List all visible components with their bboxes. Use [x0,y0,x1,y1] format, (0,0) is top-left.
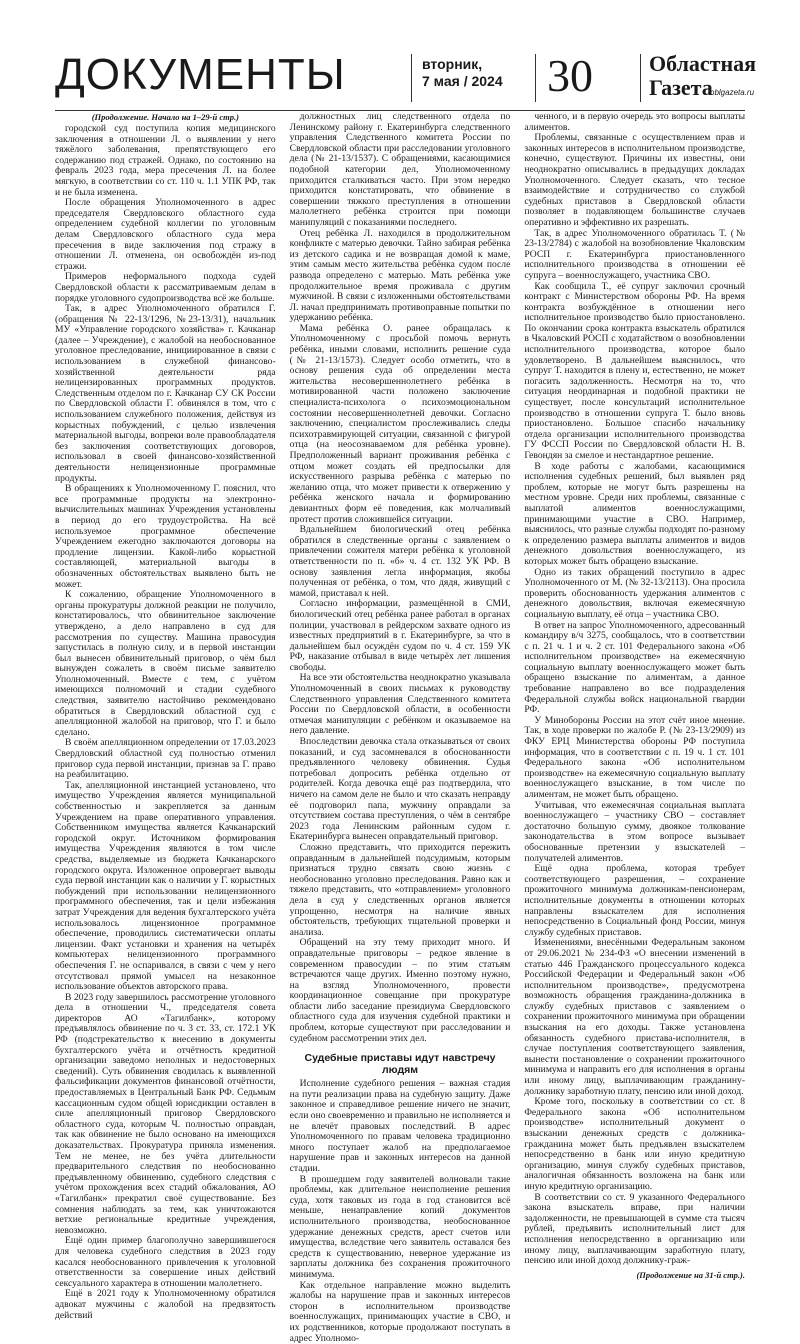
continuation-note: (Продолжение. Начало на 1–29-й стр.) [91,112,239,122]
column-2 [289,111,511,1344]
paragraph: В ходе работы с жалобами, касающимися исполнения судебных решений, был выявлен ряд проблем, которые не могут быть разрешены на местном уровне. Среди них проблемы, связанные с выплатой алиментов военнослужащими, принимающими участие в СВО. Например, выяснилось, что разные службы подходят по-разному к определению размера выплаты алиментов и видов денежного довольствия военнослужащего, из которых может быть обращено взыскание. [524,460,746,567]
paragraph: Отец ребёнка Л. находился в продолжительном конфликте с матерью девочки. Тайно забирая ребёнка из детского садика и не возвращая домой к маме, этим самым место жительства ребёнка судом после развода определено с матерью. Мать ребёнка уже продолжительное время проживала с другим мужчиной. В связи с изложенными обстоятельствами Л. начал предпринимать противоправные попытки по удержанию ребёнка. [289,227,511,324]
article-body [55,111,746,1344]
paragraph: Ещё один пример благополучно завершившегося для человека судебного следствия в 2023 году касался необоснованного привлечения к уголовной ответственности за совершение иных действий сексуального характера в отношении малолетнего. [55,1235,276,1289]
section-title: ДОКУМЕНТЫ [55,50,346,99]
header-divider [535,54,536,102]
weekday: вторник, [422,56,483,72]
paragraph: городской суд поступила копия медицинского заключения в отношении Л. о выявлении у него тяжёлого заболевания, препятствующего его содержанию под стражей. Однако, по состоянию на февраль 2023 года, мера пресечения Л. на более мягкую, в соответствии со ст. 110 ч. 1.1 УПК РФ, так и не была изменена. [55,123,276,198]
paragraph: Так, апелляционной инстанцией установлено, что имущество Учреждения является муниципальной собственностью и закрепляется за данным Учреждением на праве оперативного управления. Собственником имущества является Качканарский городской округ. Источником формирования имущества Учреждения являются в том числе средства, выделяемые из бюджета Качканарского городского округа. Изложенное опровергает выводы суда первой инстанции как о наличии у Г. корыстных побуждений при использовании нелицензионного программного обеспечения, так и цели избежания затрат Учреждения для ведения бухгалтерского учёта использовалось лицензионное программное обеспечение, проводились систематически оплаты лицензии. Факт установки и хранения на четырёх компьютерах нелицензионного программного обеспечения Г. не оспаривался, в связи с чем у него отсутствовал прямой умысел на незаконное использование объектов авторского права. [55,779,276,993]
paragraph: Изменениями, внесёнными Федеральным законом от 29.06.2021 № 234-ФЗ «О внесении изменений в статью 446 Гражданского процессуального кодекса Российской Федерации и Федеральный закон «Об исполнительном производстве», предусмотрена возможность обращения гражданина-должника в службу судебных приставов с заявлением о сохранении прожиточного минимума при обращении взыскания на его доходы. Также установлена обязанность судебного пристава-исполнителя, в случае поступления соответствующего заявления, вынести постановление о сохранении прожиточного минимума и направить его для исполнения в органы или иному лицу, выплачивающим гражданину-должнику заработную плату, пенсию или иной доход. [524,937,746,1097]
paragraph: В 2023 году завершилось рассмотрение уголовного дела в отношении Ч., председателя совета директоров АО «Тагилбанк», которому предъявлялось обвинение по ч. 3 ст. 33, ст. 172.1 УК РФ (подстрекательство к внесению в документы бухгалтерского учёта и отчётность кредитной организации заведомо неполных и недостоверных сведений). Суть обвинения сводилась к выявленной фальсификации документов финансовой отчётности, предоставляемых в Центральный Банк РФ. Седьмым кассационным судом общей юрисдикции оставлен в силе апелляционный приговор Свердловского областного суда, которым Ч. полностью оправдан, так как обвинение не было основано на имеющихся доказательствах. Прокуратура приняла изменения. Тем не менее, не без учёта длительности предварительного следствия по необоснованно предъявленному обвинению, судебного следствия с учётом прохождения всех стадий обжалования, АО «Тагилбанк» прекратил своё существование. Без сомнения наблюдать за тем, как уничтожаются ветхие региональные кредитные учреждения, невозможно. [55,991,276,1236]
paragraph: Ещё одна проблема, которая требует соответствующего разрешения, – сохранение прожиточного минимума должникам-пенсионерам, исполнительные документы в отношении которых направлены взыскателем для исполнения непосредственно в Социальный фонд России, минуя службу судебных приставов. [524,863,746,938]
paragraph: Проблемы, связанные с осуществлением прав и законных интересов в исполнительном производстве, конечно, существуют. Причины их известны, они неоднократно описывались в предыдущих докладах Уполномоченного. Следует сказать, что тесное взаимодействие и сотрудничество со службой судебных приставов в Свердловской области позволяет в подавляющем большинстве случаев оперативно и эффективно их разрешать. [524,132,746,228]
paragraph: Исполнение судебного решения – важная стадия на пути реализации права на судебную защиту. Даже законное и справедливое решение ничего не значит, если оно своевременно и правильно не исполняется и не влечёт правовых последствий. В адрес Уполномоченного по правам человека традиционно много поступает жалоб на предполагаемое нарушение прав и законных интересов на данной стадии. [289,1078,511,1174]
paragraph: К сожалению, обращение Уполномоченного в органы прокуратуры должной реакции не получило, констатировалось, что обвинительное заключение утверждено, а дело направлено в суд для рассмотрения по существу. Машина правосудия запустилась в полную силу, и в первой инстанции был вынесен обвинительный приговор, о чём был вынужден сожалеть в своём письме заявителю Уполномоченный. Вместе с тем, с учётом имеющихся полномочий и стадии судебного следствия, заявителю настойчиво рекомендовано обратиться в Свердловский областной суд с апелляционной жалобой на приговор, что Г. и было сделано. [55,589,276,738]
logo-line-2: Газета [649,75,713,100]
paragraph: В прошедшем году заявителей волновали такие проблемы, как длительное неисполнение решения суда, хотя таковых из года в год становится всё меньше, ненаправление копий документов исполнительного производства, необоснованное удержание денежных средств, арест счетов или имущества, вследствие чего заявитель оставался без средств к существованию, неверное удержание из зарплаты должника без сохранения прожиточного минимума. [289,1173,511,1280]
paragraph: Сложно представить, что приходится пережить оправданным в дальнейшей подсудимым, которым признаться трудно связать свою жизнь с необоснованно уголовно преследования. Равно как и тяжело представить, что «отправлением» уголовного дела в суд у следственных органов является упрощенно, несмотря на наличие явных обстоятельств, требующих тщательной проверки и анализа. [289,841,511,938]
paragraph: Ещё в 2021 году к Уполномоченному обратился адвокат мужчины с жалобой на предвзятость действий [55,1288,276,1321]
page-header [55,50,757,110]
paragraph: Кроме того, поскольку в соответствии со ст. 8 Федерального закона «Об исполнительном производстве» исполнительный документ о взыскании денежных средств с должника-гражданина может быть предъявлен взыскателем непосредственно в банк или иную кредитную организацию, минуя службу судебных приставов, аналогичная обязанность возложена на банк или иную кредитную организацию. [524,1096,746,1192]
logo-line-1: Областная [649,51,757,76]
paragraph: Мама ребёнка О. ранее обращалась к Уполномоченному с просьбой помочь вернуть ребёнка, иными словами, исполнить решение суда (№ 21-13/1573). Следует особо отметить, что в основу решения суда об определении места жительства несовершеннолетнего ребёнка в мотивированной части положено заключение специалиста-психолога о психоэмоциональном состоянии несовершеннолетней девочки. Согласно заключению, специалистом прослеживались следы психотравмирующей ситуации, связанной с фигурой отца (на неосознаваемом для ребёнка уровне). Предположенный вариант проживания ребёнка с отцом может создать ей предпосылки для искусственного разрыва ребёнка с матерью по желанию отца, что может привести к отвержению у ребёнка женского начала и формированию девиантных форм её поведения, как молчаливый протест против сложившейся ситуации. [289,322,511,525]
paragraph: У Минобороны России на этот счёт иное мнение. Так, в ходе проверки по жалобе Р. (№ 23-13/2909) из ФКУ ЕРЦ Министерства обороны РФ поступила информация, что в соответствии с п. 19 ч. 1 ст. 101 Федерального закона «Об исполнительном производстве» на ежемесячную социальную выплату военнослужащего взыскание, в том числе по алиментам, не может быть обращено. [524,714,746,800]
column-1 [55,112,276,1321]
paragraph: должностных лиц следственного отдела по Ленинскому району г. Екатеринбурга следственного управления Следственного комитета России по Свердловской области при расследовании уголовного дела (№ 21-13/1537). С обращениями, касающимися подобной категории дел, Уполномоченному приходится сталкиваться часто. При этом нередко приходится констатировать, что обвинение в совершении тяжкого преступления в отношении малолетнего ребёнка строится при помощи манипуляций с показаниями последнего. [289,111,511,228]
paragraph: Так, в адрес Уполномоченного обратилась Т. (№ 23-13/2784) с жалобой на возобновление Чкаловским РОСП г. Екатеринбурга приостановленного исполнительного производства в отношении её супруга – военнослужащего, участника СВО. [524,227,746,281]
paragraph: Вдальнейшем биологический отец ребёнка обратился в следственные органы с заявлением о привлечении сожителя матери ребёнка к уголовной ответственности по п. «б» ч. 4 ст. 132 УК РФ. В основу заявления легла информация, якобы полученная от ребёнка, о том, что дядя, живущий с мамой, приставал к ней. [289,524,511,599]
paragraph: В своём апелляционном определении от 17.03.2023 Свердловский областной суд полностью отменил приговор суда первой инстанции, признав за Г. право на реабилитацию. [55,737,276,781]
section-heading: Судебные приставы идут навстречу людям [304,1052,496,1077]
paragraph: Одно из таких обращений поступило в адрес Уполномоченного от М. (№ 32-13/2113). Она просила проверить обоснованность удержания алиментов с денежного довольствия, включая ежемесячную социальную выплату, её отца – участника СВО. [524,566,746,620]
paragraph: Впоследствии девочка стала отказываться от своих показаний, и суд засомневался в обоснованности предъявленного человеку обвинения. Судья потребовал допросить ребёнка отдельно от родителей. Когда девочка ещё раз подтвердила, что ничего на самом деле не было и что сказать неправду её подговорил папа, мужчину оправдали за отсутствием состава преступления, о чём в сентябре 2023 года Ленинским районным судом г. Екатеринбурга вынесен оправдательный приговор. [289,736,511,843]
paragraph: Учитывая, что ежемесячная социальная выплата военнослужащего – участнику СВО – составляет достаточно большую сумму, двоякое толкование законодательства в этом вопросе вызывает обоснованные претензии у взыскателей – получателей алиментов. [524,799,746,864]
newspaper-url: oblgazeta.ru [710,88,755,97]
date: 7 мая / 2024 [422,73,503,89]
paragraph: Примеров неформального подхода судей Свердловской области к рассматриваемым делам в порядке уголовного судопроизводства всё же больше. [55,271,276,304]
paragraph: Как сообщила Т., её супруг заключил срочный контракт с Министерством обороны РФ. На время контракта возбуждённое в отношении него исполнительное производство было приостановлено. По окончании срока контракта взыскатель обратился в Чкаловский РОСП с ходатайством о возобновлении исполнительного производства, которое было удовлетворено. В дальнейшем выяснилось, что супруг Т. находится в плену и, естественно, не может погасить задолженность. Несмотря на то, что ситуация неординарная и подобной практики не существует, после консультаций исполнительное производство в отношении супруга Т. было вновь приостановлено. Большое спасибо начальнику отдела организации исполнительного производства ГУ ФССП России по Свердловской области Н. В. Гевондян за смелое и нестандартное решение. [524,280,746,461]
issue-date [422,56,503,90]
column-3 [524,111,746,1280]
paragraph: На все эти обстоятельства неоднократно указывала Уполномоченный в своих письмах к руководству Следственного управления Следственного комитета России по Свердловской области, в особенности отмечая манипуляции с ребёнком и оказываемое на него давление. [289,672,511,737]
paragraph: В соответствии со ст. 9 указанного Федерального закона взыскатель вправе, при наличии задолженности, не превышающей в сумме ста тысяч рублей, предъявить исполнительный лист для исполнения непосредственно в организацию или иному лицу, выплачивающим заработную плату, пенсию или иной доход должнику-граж- [524,1191,746,1267]
paragraph: После обращения Уполномоченного в адрес председателя Свердловского областного суда определением судебной коллегии по уголовным делам Свердловского областного суда мера пресечения в виде заключения под стражу в отношении Л. отменена, он освобождён из-под стражи. [55,197,276,272]
paragraph: В ответ на запрос Уполномоченного, адресованный командиру в/ч 3275, сообщалось, что в соответствии с п. 21 ч. 1 и ч. 2 ст. 101 Федерального закона «Об исполнительном производстве» на ежемесячную социальную выплату военнослужащего может быть обращено взыскание по алиментам, а данное требование направлено во все подразделения Федеральной службы войск национальной гвардии РФ. [524,619,746,716]
page-number: 30 [547,50,593,101]
paragraph: ченного, и в первую очередь это вопросы выплаты алиментов. [524,111,746,133]
header-divider [411,54,412,102]
paragraph: Согласно информации, размещённой в СМИ, биологический отец ребёнка ранее работал в органах полиции, участвовал в рейдерском захвате одного из известных предприятий в г. Екатеринбурге, за что в дальнейшем был осуждён судом по ч. 4 ст. 159 УК РФ, наказание отбывал в виде четырёх лет лишения свободы. [289,598,511,673]
paragraph: Как отдельное направление можно выделить жалобы на нарушение прав и законных интересов сторон в исполнительном производстве военнослужащих, принимающих участие в СВО, и их родственников, которые продолжают поступать в адрес Уполномо- [289,1279,511,1344]
paragraph: Так, в адрес Уполномоченного обратился Г. (обращения № 22-13/1296, №23-13/31), начальник МУ «Управление городского хозяйства» г. Качканар (далее – Учреждение), с жалобой на необоснованное уголовное преследование, инициированное в связи с использованием в служебной финансово-хозяйственной деятельности ряда нелицензированных программных продуктов. Следственным отделом по г. Качканар СУ СК России по Свердловской области Г. обвинялся в том, что с использованием служебного положения, действуя из корыстных побуждений, с целью извлечения материальной выгоды, вопреки воле правообладателя без заключения соответствующих договоров, использовал в своей финансово-хозяйственной деятельности нелицензионные программные продукты. [55,303,276,484]
paragraph: В обращениях к Уполномоченному Г. пояснил, что все программные продукты на электронно-вычислительных машинах Учреждения установлены в период до его трудоустройства. На всё используемое программное обеспечение Учреждением ежегодно заключаются договоры на продление лицензии. Какой-либо корыстной составляющей, материальной выгоды в обозначенных обстоятельствах выявлено быть не может. [55,483,276,590]
continuation-note: (Продолжение на 31-й стр.). [636,1269,746,1280]
header-divider [640,54,641,102]
paragraph: Обращений на эту тему приходит много. И оправдательные приговоры – редкое явление в современном правосудии – по этим статьям встречаются чаще других. Именно поэтому нужно, на взгляд Уполномоченного, провести координационное совещание при прокуратуре области либо заседание президиума Свердловского областного суда для изучения судебной практики и проблем, которые существуют при расследовании и судебном рассмотрении этих дел. [289,937,511,1044]
